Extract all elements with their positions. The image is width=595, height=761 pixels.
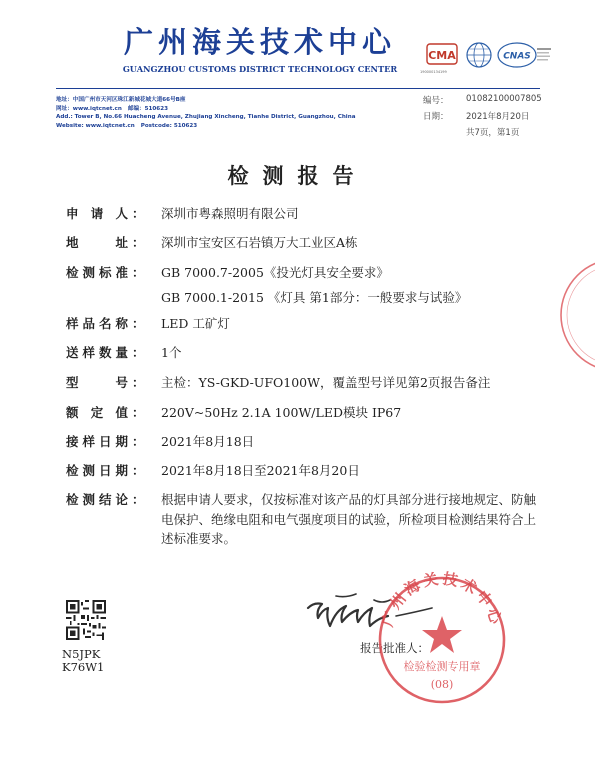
- field-value: 1个: [161, 345, 182, 360]
- field-value: 2021年8月18日至2021年8月20日: [161, 463, 360, 478]
- report-date: [423, 110, 530, 122]
- address-cn: 地址：中国广州市天河区珠江新城花城大道66号B座: [56, 97, 186, 103]
- cma-caption: 190000134199: [420, 70, 447, 74]
- approver-label: 报告批准人：: [360, 641, 429, 655]
- report-number-label: 编号：: [423, 96, 449, 106]
- report-date-value: 2021年8月20日: [466, 112, 530, 122]
- code-line-2: K76W1: [62, 660, 105, 674]
- org-name-cn: 广州海关技术中心: [123, 25, 396, 59]
- accreditation-logos: [425, 40, 553, 70]
- seal-org-text: 广州海关技术中心: [378, 570, 506, 629]
- website-en: Website: www.iqtcnet.cn: [56, 122, 135, 129]
- official-seal: [372, 570, 512, 710]
- field-label: 样品名称: [66, 316, 128, 331]
- qr-code-icon: [66, 600, 106, 640]
- report-date-label: 日期：: [423, 112, 449, 122]
- field-label: 额定值: [66, 405, 128, 420]
- cma-logo-icon: [427, 44, 457, 64]
- field-value: 主检：YS-GKD-UFO100W，覆盖型号详见第2页报告备注: [161, 375, 491, 390]
- report-number: [423, 94, 542, 106]
- org-name-en: GUANGZHOU CUSTOMS DISTRICT TECHNOLOGY CENTER: [122, 64, 398, 74]
- conclusion-text: 根据申请人要求，仅按标准对该产品的灯具部分进行接地规定、防触电保护、绝缘电阻和电气强度项目的试验，所检项目检测结果符合上述标准要求。: [161, 492, 537, 546]
- field-value: 深圳市粤森照明有限公司: [161, 206, 299, 221]
- field-label: 检测日期: [66, 463, 128, 478]
- postcode-cn: 邮编：510623: [127, 105, 168, 112]
- contact-block: [56, 96, 362, 130]
- field-value: 2021年8月18日: [161, 434, 255, 449]
- seal-sub-text: 检验检测专用章: [403, 660, 481, 673]
- field-label: 型号: [66, 375, 128, 390]
- seal-star-icon: [422, 616, 462, 653]
- header-rule: [56, 88, 540, 89]
- report-title: 检测报告: [227, 163, 368, 188]
- code-line-1: N5JPK: [62, 647, 101, 661]
- side-seal-fragment: [555, 255, 595, 375]
- field-value: LED 工矿灯: [161, 316, 230, 331]
- field-value: GB 7000.1-2015 《灯具 第1部分：一般要求与试验》: [161, 290, 468, 305]
- cma-logo-text: CMA: [428, 49, 456, 62]
- seal-code-text: (08): [430, 678, 454, 691]
- cnas-logo-text: CNAS: [503, 51, 531, 62]
- field-label: 地址: [66, 235, 128, 250]
- field-label: 检测标准: [66, 265, 128, 280]
- field-value: GB 7000.7-2005《投光灯具安全要求》: [161, 265, 389, 280]
- verification-code: [62, 648, 104, 674]
- address-en: Add.: Tower B, No.66 Huacheng Avenue, Zhujiang Xincheng, Tianhe District, Guangzhou, China: [56, 114, 356, 121]
- website-cn: 网址：www.iqtcnet.cn: [56, 105, 122, 112]
- cnas-logo-icon: [498, 43, 551, 67]
- field-label: 申请人: [66, 206, 128, 221]
- field-value: 深圳市宝安区石岩镇万大工业区A栋: [161, 235, 358, 250]
- field-label: 接样日期: [66, 434, 128, 449]
- page-count: 共7页，第1页: [466, 128, 520, 138]
- postcode-en: Postcode: 510623: [140, 122, 198, 129]
- field-label: 检测结论: [66, 492, 128, 507]
- report-number-value: 01082100007805: [466, 94, 542, 104]
- field-value: 220V~50Hz 2.1A 100W/LED模块 IP67: [161, 405, 402, 420]
- field-label: 送样数量: [66, 345, 128, 360]
- globe-logo-icon: [467, 43, 491, 67]
